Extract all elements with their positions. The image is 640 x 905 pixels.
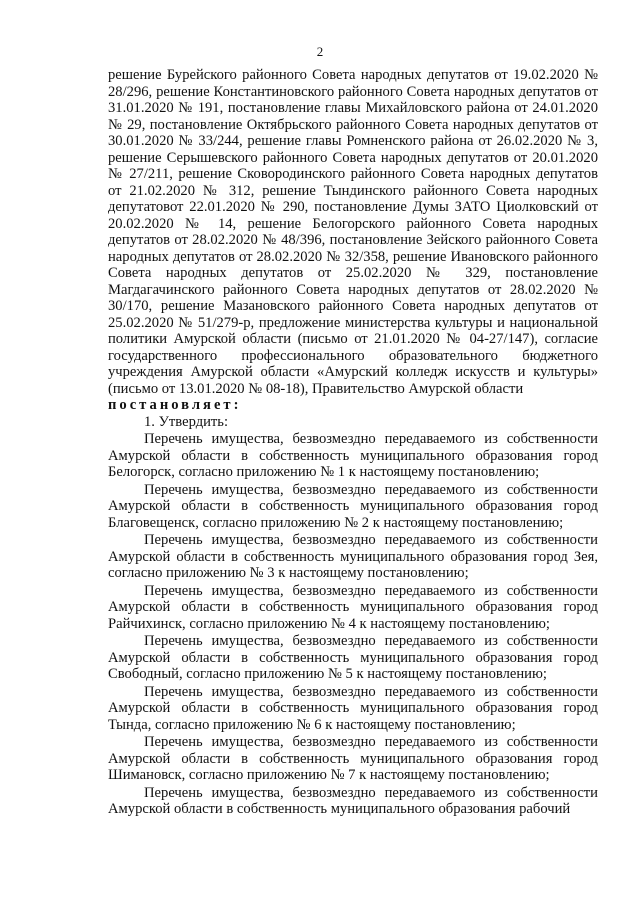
list-paragraph-1: Перечень имущества, безвозмездно передаваемого из собственности Амурской области в собственность муниципального образования город Белогорск, согласно приложению № 1 к настоящему постановлению; [108, 431, 598, 480]
item-1-heading: 1. Утвердить: [144, 413, 229, 430]
list-paragraph-3: Перечень имущества, безвозмездно передаваемого из собственности Амурской области в собственность муниципального образования город Зея, согласно приложению № 3 к настоящему постановлению; [108, 532, 598, 581]
document-body [108, 67, 598, 818]
intro-paragraph: решение Бурейского районного Совета народных депутатов от 19.02.2020 № 28/296, решение Константиновского районного Совета народных депутатов от 31.01.2020 № 191, постановление главы Михайловского района от 24.01.2020 № 29, постановление Октябрьского районного Совета народных депутатов от 30.01.2020 № 33/244, решение главы Ромненского района от 26.02.2020 № 3, решение Серышевского районного Совета народных депутатов от 20.01.2020 № 27/211, решение Сковородинского районного Совета народных депутатов от 21.02.2020 № 312, решение Тындинского районного Совета народных депутатовот 22.01.2020 № 290, постановление Думы ЗАТО Циолковский от 20.02.2020 № 14, решение Белогорского районного Совета народных депутатов от 28.02.2020 № 48/396, постановление Зейского районного Совета народных депутатов от 28.02.2020 № 32/358, решение Ивановского районного Совета народных депутатов от 25.02.2020 № 329, постановление Магдагачинского районного Совета народных депутатов от 28.02.2020 № 30/170, решение Мазановского районного Совета народных депутатов от 25.02.2020 № 51/279-р, предложение министерства культуры и национальной политики Амурской области (письмо от 21.01.2020 № 04-27/147), согласие государственного профессионального образовательного бюджетного учреждения Амурской области «Амурский колледж искусств и культуры» (письмо от 13.01.2020 № 08-18), Правительство Амурской области [108, 67, 598, 397]
list-paragraph-5: Перечень имущества, безвозмездно передаваемого из собственности Амурской области в собственность муниципального образования город Свободный, согласно приложению № 5 к настоящему постановлению; [108, 633, 598, 682]
list-paragraph-6: Перечень имущества, безвозмездно передаваемого из собственности Амурской области в собственность муниципального образования город Тында, согласно приложению № 6 к настоящему постановлению; [108, 683, 598, 733]
list-paragraph-4: Перечень имущества, безвозмездно передаваемого из собственности Амурской области в собственность муниципального образования город Райчихинск, согласно приложению № 4 к настоящему постановлению; [108, 582, 598, 632]
list-paragraph-2: Перечень имущества, безвозмездно передаваемого из собственности Амурской области в собственность муниципального образования город Благовещенск, согласно приложению № 2 к настоящему постановлению; [108, 481, 598, 531]
list-paragraph-7: Перечень имущества, безвозмездно передаваемого из собственности Амурской области в собственность муниципального образования город Шимановск, согласно приложению № 7 к настоящему постановлению; [108, 734, 598, 783]
list-paragraph-8: Перечень имущества, безвозмездно передаваемого из собственности Амурской области в собственность муниципального образования рабочий [108, 784, 598, 817]
page-number: 2 [316, 44, 324, 59]
decree-heading: постановляет: [108, 397, 242, 413]
